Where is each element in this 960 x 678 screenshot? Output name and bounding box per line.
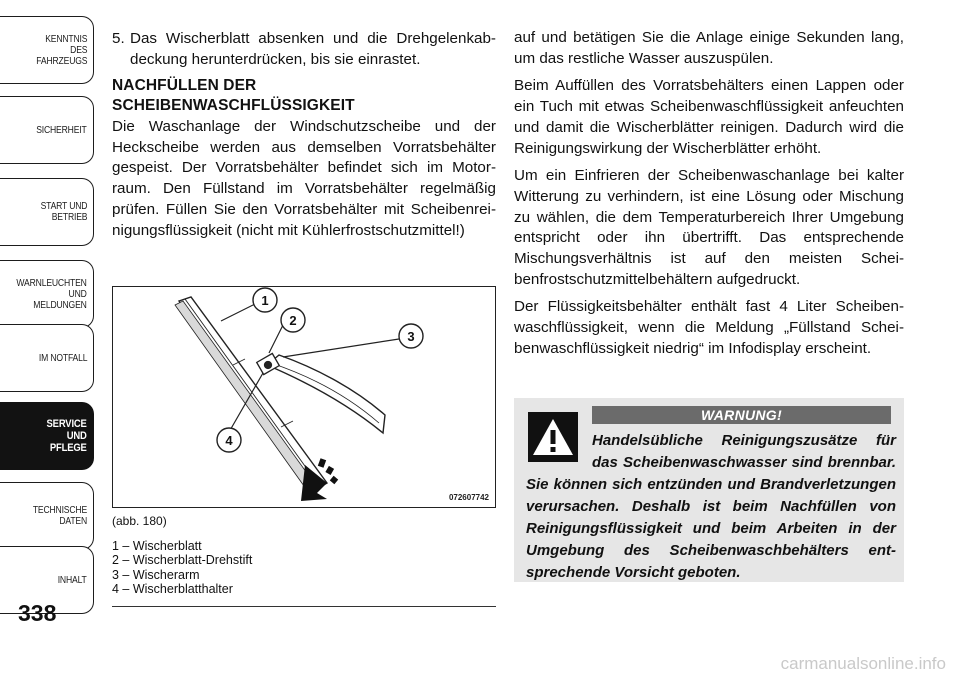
- tab-label: INHALT: [58, 574, 87, 586]
- left-column: [112, 28, 496, 248]
- body-paragraph: Beim Auffüllen des Vorratsbehälters einen Lappen oder ein Tuch mit etwas Scheibenwaschflüssigkeit anfeuchten und damit die Wischerblätter reinigen. Dadurch wird die Reinigungswirkung der Wischerblätter erhöht.: [514, 77, 904, 157]
- callout-4: [217, 428, 241, 452]
- body-paragraph: auf und betätigen Sie die Anlage einige Sekunden lang, um das restliche Wasser auszuspülen.: [514, 29, 904, 67]
- legend-item: 2 – Wischerblatt-Drehstift: [112, 553, 253, 568]
- body-paragraph: Die Waschanlage der Windschutzscheibe und der Heckscheibe werden aus demselben Vorratsbehälter gespeist. Der Vorratsbehälter befindet sich im Motorraum. Den Füllstand im Vorratsbehälter regelmäßig prüfen. Füllen Sie den Vorratsbehälter mit Scheibenreinigungsflüssigkeit (nicht mit Kühlerfrostschutzmittel!): [112, 118, 496, 239]
- tab-kenntnis-des-fahrzeugs[interactable]: [0, 16, 94, 84]
- callout-1: [253, 288, 277, 312]
- tab-technische-daten[interactable]: [0, 482, 94, 550]
- watermark: carmanualsonline.info: [780, 654, 946, 673]
- section-heading-line1: NACHFÜLLEN DER: [112, 77, 257, 94]
- body-paragraph: Der Flüssigkeitsbehälter enthält fast 4 Liter Scheibenwaschflüssigkeit, wenn die Meldung „Füllstand Scheibenwaschflüssigkeit niedrig“ im Infodisplay erscheint.: [514, 298, 904, 357]
- pivot-shape: [257, 353, 280, 374]
- svg-text:4: 4: [225, 433, 233, 448]
- tab-label: SERVICE UND PFLEGE: [46, 418, 87, 454]
- tab-im-notfall[interactable]: [0, 324, 94, 392]
- legend-divider: [112, 606, 496, 607]
- warning-title: WARNUNG!: [592, 406, 891, 424]
- wiper-arm-shape: [267, 355, 385, 433]
- tab-start-und-betrieb[interactable]: [0, 178, 94, 246]
- figure-code: 072607742: [448, 493, 489, 502]
- svg-text:3: 3: [407, 329, 415, 344]
- figure-caption: (abb. 180): [112, 514, 167, 528]
- tab-sicherheit[interactable]: [0, 96, 94, 164]
- tab-service-und-pflege[interactable]: [0, 402, 94, 470]
- step-text: Das Wischerblatt absenken und die Drehgelenkab-deckung herunterdrücken, bis sie einrastet.: [130, 30, 496, 68]
- wiper-illustration: [113, 287, 497, 509]
- tab-label: START UND BETRIEB: [40, 201, 87, 223]
- right-column: [514, 28, 904, 367]
- page-number: 338: [18, 600, 57, 626]
- tab-label: WARNLEUCHTEN UND MELDUNGEN: [16, 277, 87, 311]
- tab-label: KENNTNIS DES FAHRZEUGS: [35, 33, 87, 67]
- wiper-figure: [112, 286, 496, 508]
- warning-text-block: [526, 430, 896, 584]
- warning-box: [514, 398, 904, 582]
- body-paragraph: Um ein Einfrieren der Scheibenwaschanlage bei kalter Witterung zu verhindern, ist eine Lösung oder Mischung zu wählen, die dem Temperaturbereich Ihrer Umgebung entspricht oder ihn übertrifft. Das entsprechende Mischungsverhältnis ist auf den meisten Scheibenfrostschutzmittelbehältern aufgedruckt.: [514, 167, 904, 288]
- svg-text:1: 1: [261, 293, 269, 308]
- section-heading-line2: SCHEIBENWASCHFLÜSSIGKEIT: [112, 97, 355, 114]
- step-item: [112, 28, 496, 70]
- callout-3: [399, 324, 423, 348]
- svg-text:2: 2: [289, 313, 297, 328]
- callout-2: [281, 308, 305, 332]
- tab-warnleuchten-und-meldungen[interactable]: [0, 260, 94, 328]
- legend-item: 4 – Wischerblatthalter: [112, 582, 233, 597]
- legend-item: 3 – Wischerarm: [112, 567, 200, 582]
- legend-item: 1 – Wischerblatt: [112, 539, 202, 553]
- section-heading: [112, 76, 496, 116]
- step-number: 5.: [112, 30, 125, 47]
- tab-label: IM NOTFALL: [38, 352, 87, 364]
- tab-label: SICHERHEIT: [36, 124, 87, 136]
- tab-label: TECHNISCHE DATEN: [32, 505, 87, 527]
- warning-text: Handelsübliche Reinigungszusätze für das Scheibenwaschwasser sind brennbar. Sie können sich entzünden und Brandverletzungen verursachen. Deshalb ist beim Nachfüllen von Reinigungsflüssigkeit und beim Arbeiten in der Umgebung des Scheibenwaschbehälters entsprechende Vorsicht geboten.: [526, 432, 896, 581]
- figure-legend: [112, 539, 252, 597]
